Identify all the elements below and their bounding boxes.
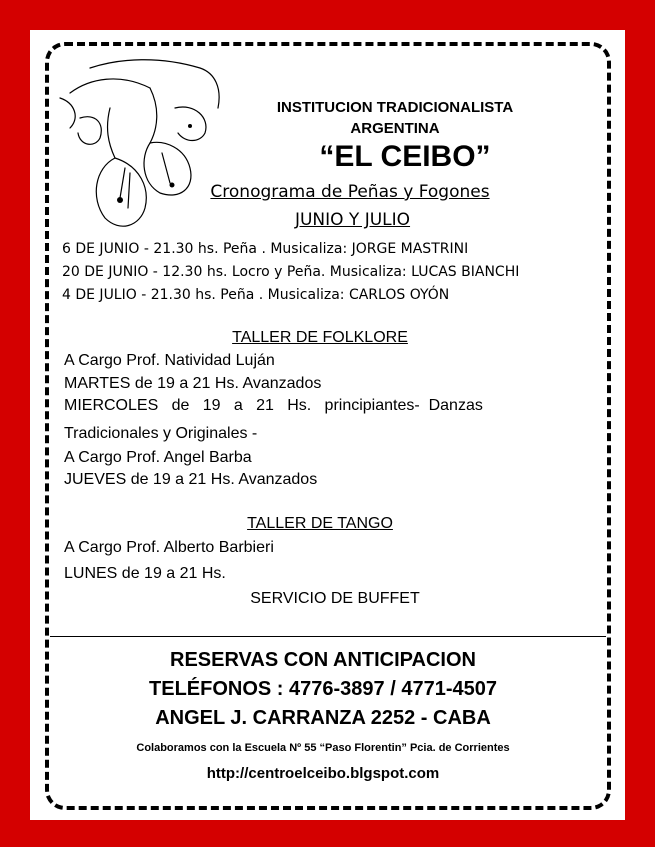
reservations-heading: RESERVAS CON ANTICIPACION [170,649,476,671]
org-name-line2: ARGENTINA [350,120,440,137]
folklore-tuesday: MARTES de 19 a 21 Hs. Avanzados [64,375,322,392]
collaboration-note: Colaboramos con la Escuela Nº 55 “Paso Florentin” Pcia. de Corrientes [136,742,510,754]
phone-numbers: TELÉFONOS : 4776-3897 / 4771-4507 [149,678,497,700]
period-heading: JUNIO Y JULIO [294,210,411,230]
org-name-line1: INSTITUCION TRADICIONALISTA [276,99,514,116]
org-title: “EL CEIBO” [319,140,491,173]
website-link[interactable]: http://centroelceibo.blgspot.com [206,765,440,782]
folklore-wednesday: MIERCOLES de 19 a 21 Hs. principiantes- Danzas [64,397,483,414]
ceibo-flower-illustration [50,48,230,238]
schedule-subtitle: Cronograma de Peñas y Fogones [210,182,490,202]
event-item: 4 DE JULIO - 21.30 hs. Peña . Musicaliza: CARLOS OYÓN [62,287,450,303]
folklore-thursday: JUEVES de 19 a 21 Hs. Avanzados [64,471,318,488]
address: ANGEL J. CARRANZA 2252 - CABA [155,707,491,729]
folklore-teacher-2: A Cargo Prof. Angel Barba [64,449,252,466]
tango-monday: LUNES de 19 a 21 Hs. [64,565,226,582]
tango-heading: TALLER DE TANGO [247,515,393,532]
event-item: 6 DE JUNIO - 21.30 hs. Peña . Musicaliza: JORGE MASTRINI [62,241,469,257]
buffet-note: SERVICIO DE BUFFET [250,590,420,607]
folklore-wednesday-cont: Tradicionales y Originales - [64,425,258,442]
event-item: 20 DE JUNIO - 12.30 hs. Locro y Peña. Musicaliza: LUCAS BIANCHI [62,264,520,280]
tango-teacher: A Cargo Prof. Alberto Barbieri [64,539,274,556]
folklore-teacher-1: A Cargo Prof. Natividad Luján [64,352,275,369]
folklore-heading: TALLER DE FOLKLORE [232,329,408,346]
section-divider [50,636,606,637]
